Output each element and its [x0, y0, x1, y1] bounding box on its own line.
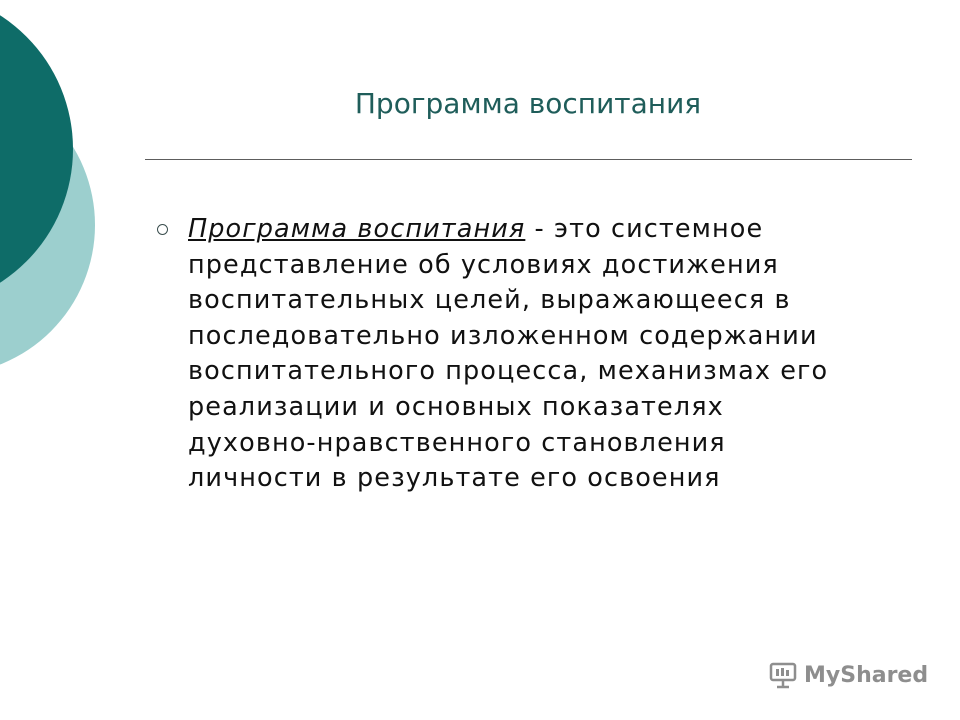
bullet-line-8: личности в результате его освоения: [188, 463, 721, 494]
bullet-line-1: [188, 212, 900, 248]
slide-title: Программа воспитания: [354, 87, 702, 120]
watermark: [768, 655, 928, 695]
bullet-line-1-rest: - это системное: [525, 214, 764, 244]
bullet-line-7: духовно-нравственного становления: [188, 427, 726, 458]
bullet-circle-icon: [157, 224, 168, 235]
bullet-text: [188, 212, 900, 497]
presentation-board-icon: [768, 660, 798, 690]
title-divider: [145, 159, 912, 160]
bullet-line-5: воспитательного процесса, механизмах его: [188, 356, 829, 387]
bullet-line-6: реализации и основных показателях: [188, 391, 724, 422]
bullet-line-4: последовательно изложенном содержании: [188, 320, 818, 351]
watermark-text: MyShared: [804, 662, 929, 688]
bullet-line-2: представление об условиях достижения: [188, 249, 779, 280]
bullet-line-3: воспитательных целей, выражающееся в: [188, 285, 791, 316]
term-definition: Программа воспитания: [188, 214, 526, 244]
